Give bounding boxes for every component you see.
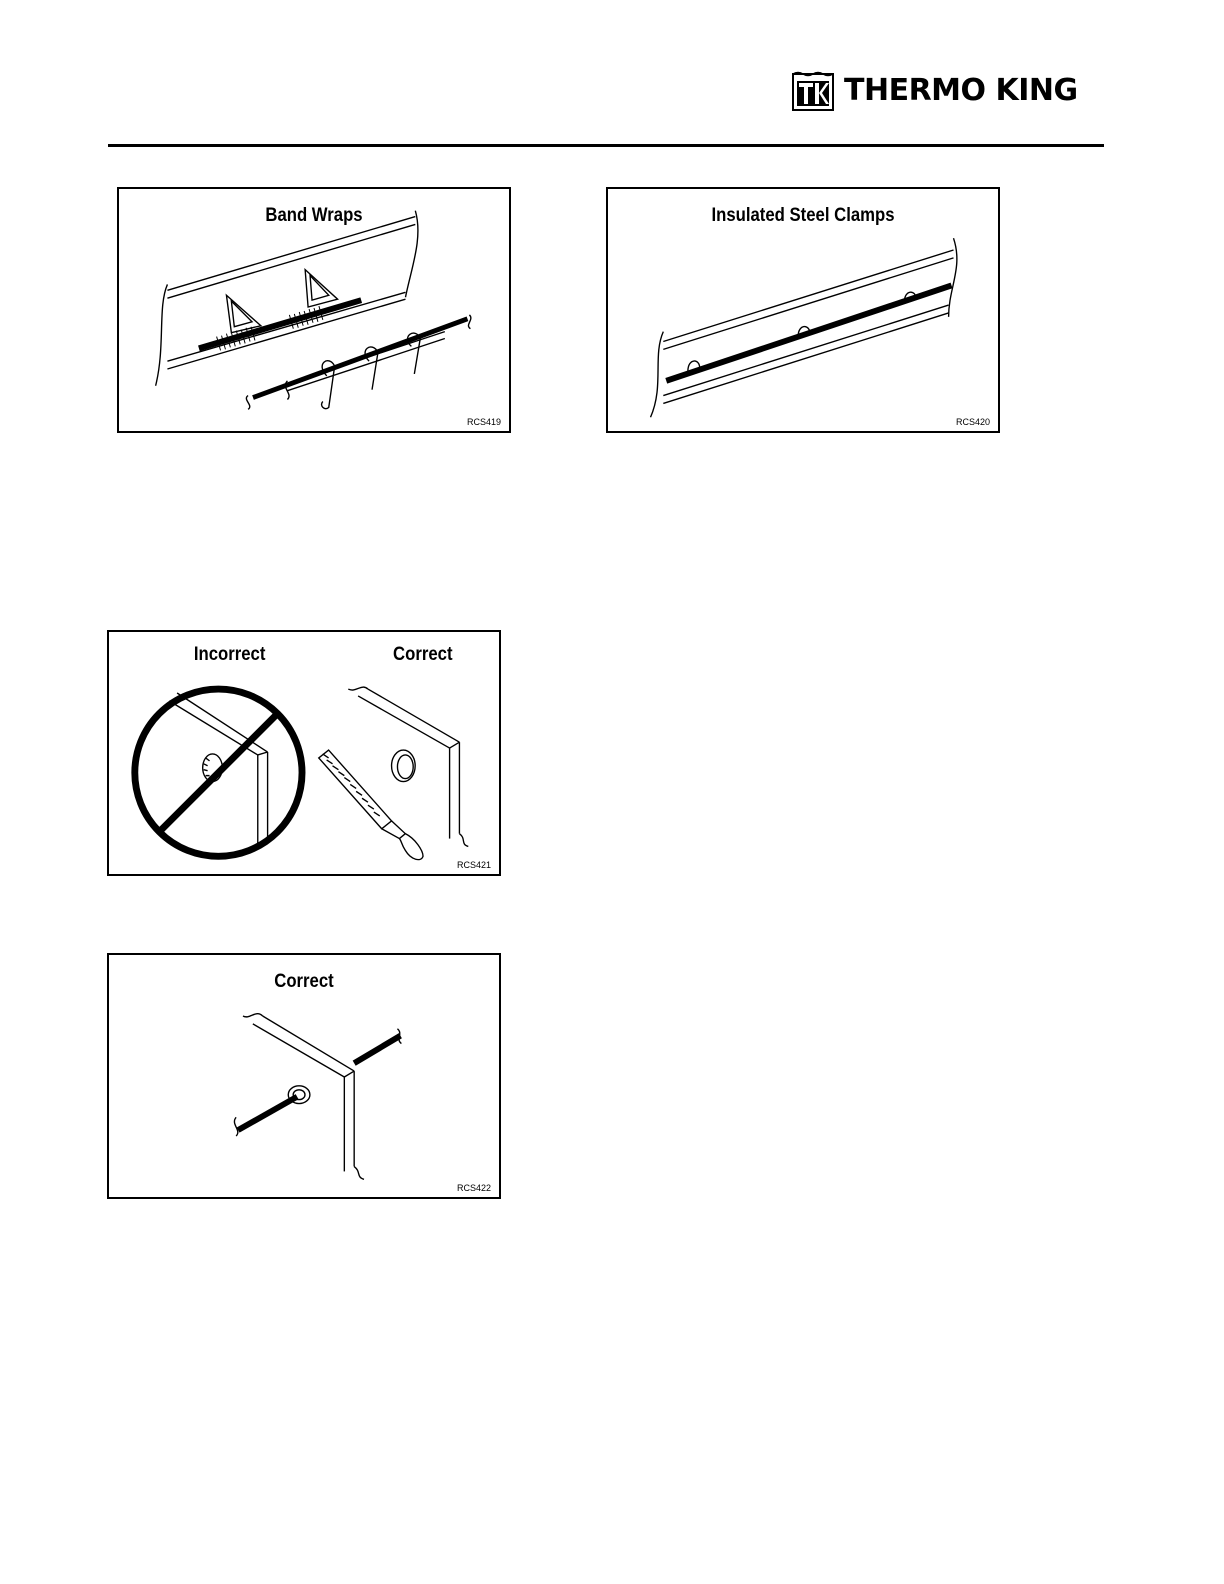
figure-code: RCS420 (955, 417, 990, 427)
brand-name: THERMO KING (844, 73, 1078, 108)
figure-title: Band Wraps (265, 205, 363, 226)
figure-title: Correct (274, 971, 334, 992)
figure-code: RCS419 (466, 417, 501, 427)
header-rule (108, 144, 1104, 147)
figure-correct-grommet (107, 953, 501, 1199)
figure-insulated-steel-clamps (606, 187, 1000, 433)
incorrect-label: Incorrect (193, 644, 266, 665)
figure-band-wraps (117, 187, 511, 433)
correct-label: Correct (393, 644, 453, 665)
thermo-king-logo (792, 70, 1078, 112)
figure-code: RCS421 (456, 860, 491, 870)
figure-incorrect-correct-holes (107, 630, 501, 876)
hole-deburring-illustration (109, 632, 499, 874)
figure-title: Insulated Steel Clamps (711, 205, 895, 226)
figure-code: RCS422 (456, 1183, 491, 1193)
tk-logo-icon (792, 71, 834, 111)
